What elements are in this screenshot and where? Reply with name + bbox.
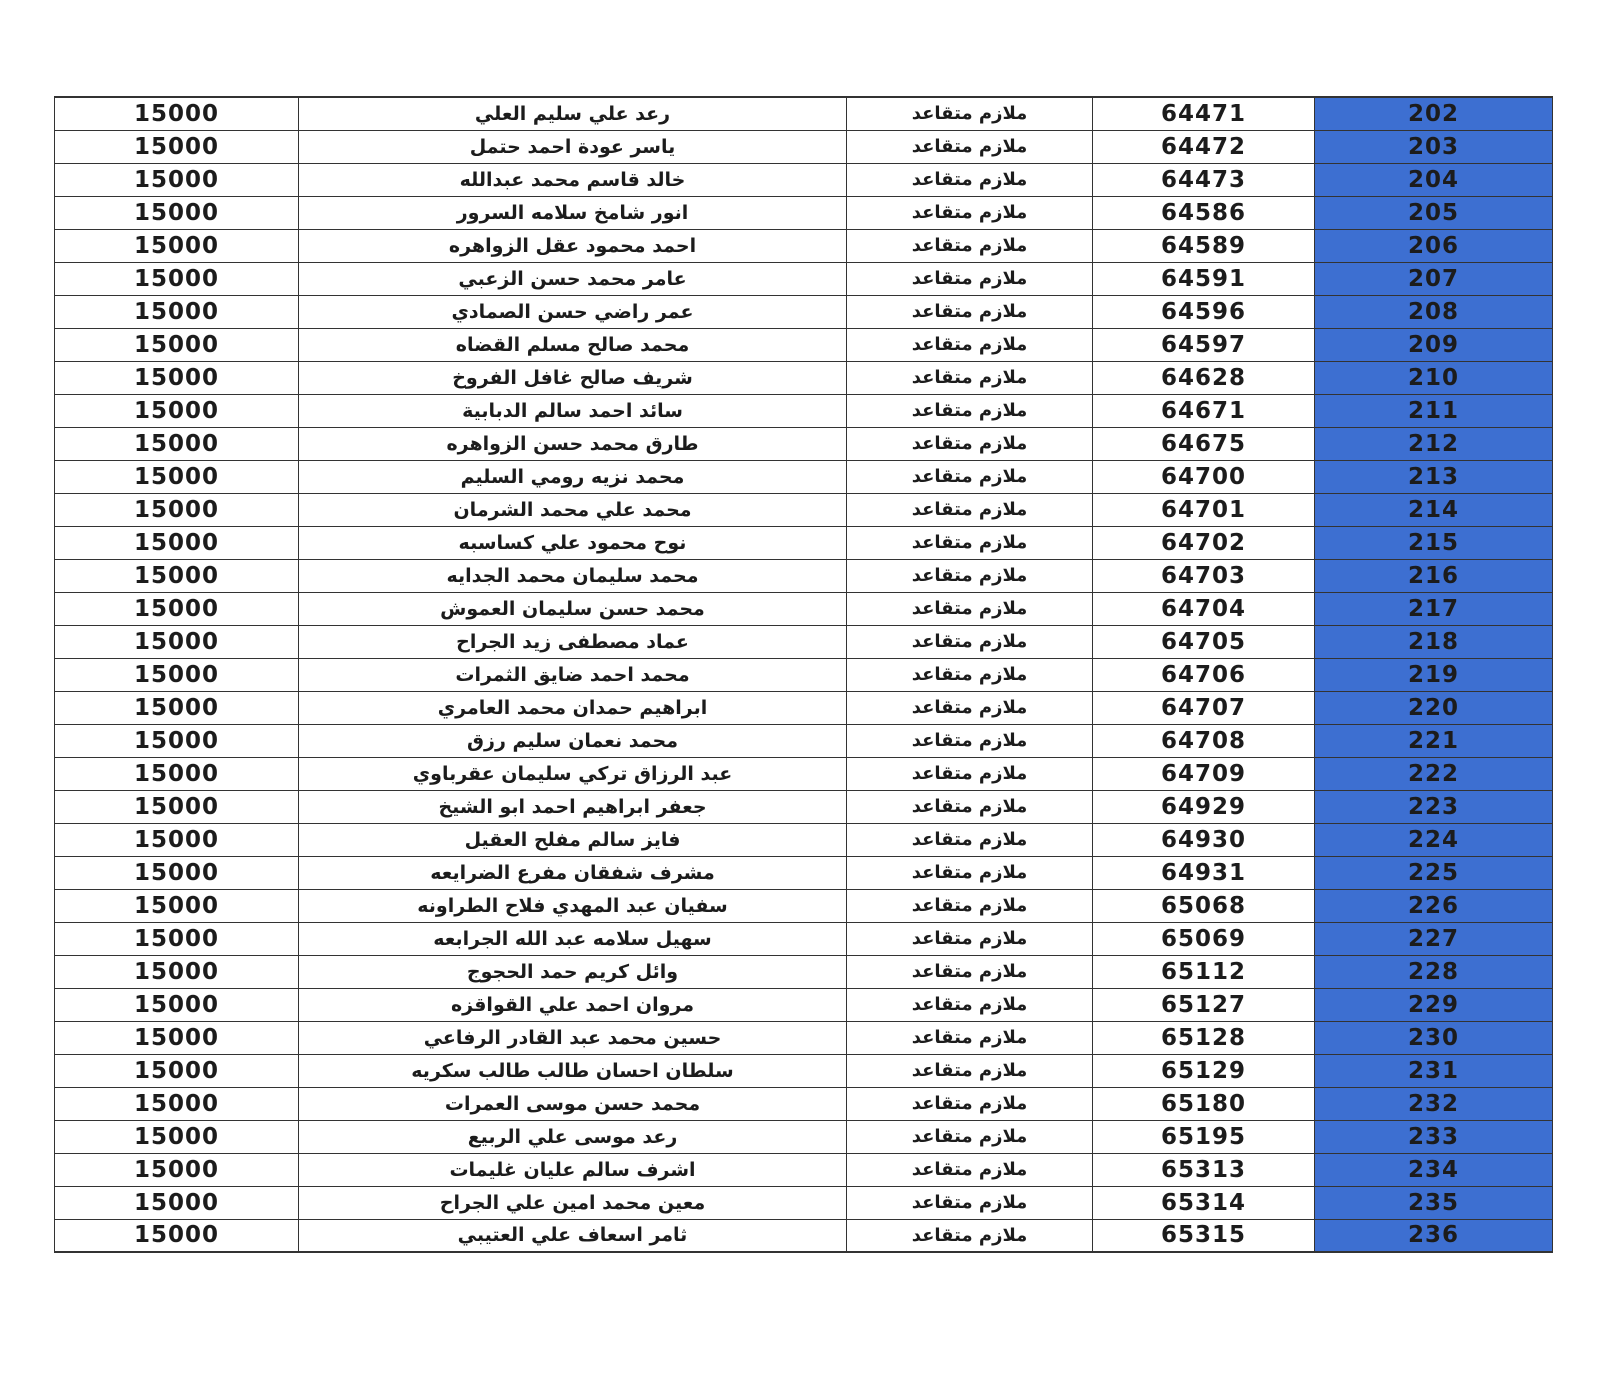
- sequence-number-cell: 219: [1315, 658, 1553, 691]
- military-number-cell: 64931: [1093, 856, 1315, 889]
- amount-cell: 15000: [55, 1186, 299, 1219]
- table-row: [55, 130, 1553, 163]
- name-cell: ثامر اسعاف علي العتيبي: [299, 1219, 847, 1252]
- military-number-cell: 64671: [1093, 394, 1315, 427]
- sequence-number-cell: 230: [1315, 1021, 1553, 1054]
- table-row: [55, 559, 1553, 592]
- military-number-cell: 65195: [1093, 1120, 1315, 1153]
- military-number-cell: 64589: [1093, 229, 1315, 262]
- name-cell: طارق محمد حسن الزواهره: [299, 427, 847, 460]
- name-cell: احمد محمود عقل الزواهره: [299, 229, 847, 262]
- sequence-number-cell: 221: [1315, 724, 1553, 757]
- rank-cell: ملازم متقاعد: [847, 691, 1093, 724]
- amount-cell: 15000: [55, 460, 299, 493]
- name-cell: مشرف شفقان مفرع الضرايعه: [299, 856, 847, 889]
- table-row: [55, 295, 1553, 328]
- table-row: [55, 988, 1553, 1021]
- amount-cell: 15000: [55, 856, 299, 889]
- sequence-number-cell: 208: [1315, 295, 1553, 328]
- name-cell: شريف صالح غافل الفروخ: [299, 361, 847, 394]
- table-body: [55, 97, 1553, 1252]
- name-cell: عمر راضي حسن الصمادي: [299, 295, 847, 328]
- sequence-number-cell: 206: [1315, 229, 1553, 262]
- military-number-cell: 64708: [1093, 724, 1315, 757]
- amount-cell: 15000: [55, 988, 299, 1021]
- amount-cell: 15000: [55, 196, 299, 229]
- military-number-cell: 64591: [1093, 262, 1315, 295]
- military-number-cell: 64706: [1093, 658, 1315, 691]
- rank-cell: ملازم متقاعد: [847, 757, 1093, 790]
- rank-cell: ملازم متقاعد: [847, 1087, 1093, 1120]
- military-number-cell: 65129: [1093, 1054, 1315, 1087]
- table-row: [55, 196, 1553, 229]
- rank-cell: ملازم متقاعد: [847, 658, 1093, 691]
- sequence-number-cell: 220: [1315, 691, 1553, 724]
- military-number-cell: 65313: [1093, 1153, 1315, 1186]
- sequence-number-cell: 231: [1315, 1054, 1553, 1087]
- rank-cell: ملازم متقاعد: [847, 97, 1093, 130]
- table-row: [55, 823, 1553, 856]
- sequence-number-cell: 205: [1315, 196, 1553, 229]
- table-row: [55, 262, 1553, 295]
- table-row: [55, 757, 1553, 790]
- rank-cell: ملازم متقاعد: [847, 922, 1093, 955]
- table-row: [55, 691, 1553, 724]
- rank-cell: ملازم متقاعد: [847, 592, 1093, 625]
- table-row: [55, 163, 1553, 196]
- amount-cell: 15000: [55, 229, 299, 262]
- table-row: [55, 658, 1553, 691]
- amount-cell: 15000: [55, 295, 299, 328]
- rank-cell: ملازم متقاعد: [847, 625, 1093, 658]
- sequence-number-cell: 207: [1315, 262, 1553, 295]
- amount-cell: 15000: [55, 1087, 299, 1120]
- amount-cell: 15000: [55, 559, 299, 592]
- name-cell: معين محمد امين علي الجراح: [299, 1186, 847, 1219]
- military-number-cell: 64472: [1093, 130, 1315, 163]
- rank-cell: ملازم متقاعد: [847, 394, 1093, 427]
- military-number-cell: 64704: [1093, 592, 1315, 625]
- table-row: [55, 328, 1553, 361]
- sequence-number-cell: 235: [1315, 1186, 1553, 1219]
- military-number-cell: 64709: [1093, 757, 1315, 790]
- table-row: [55, 493, 1553, 526]
- name-cell: رعد موسى علي الربيع: [299, 1120, 847, 1153]
- name-cell: وائل كريم حمد الحجوج: [299, 955, 847, 988]
- amount-cell: 15000: [55, 658, 299, 691]
- sequence-number-cell: 204: [1315, 163, 1553, 196]
- amount-cell: 15000: [55, 922, 299, 955]
- rank-cell: ملازم متقاعد: [847, 1054, 1093, 1087]
- table-row: [55, 361, 1553, 394]
- sequence-number-cell: 225: [1315, 856, 1553, 889]
- rank-cell: ملازم متقاعد: [847, 328, 1093, 361]
- table-row: [55, 394, 1553, 427]
- military-number-cell: 64597: [1093, 328, 1315, 361]
- table-row: [55, 856, 1553, 889]
- sequence-number-cell: 211: [1315, 394, 1553, 427]
- name-cell: رعد علي سليم العلي: [299, 97, 847, 130]
- amount-cell: 15000: [55, 97, 299, 130]
- amount-cell: 15000: [55, 262, 299, 295]
- military-number-cell: 65127: [1093, 988, 1315, 1021]
- name-cell: محمد حسن موسى العمرات: [299, 1087, 847, 1120]
- name-cell: فايز سالم مفلح العقيل: [299, 823, 847, 856]
- amount-cell: 15000: [55, 889, 299, 922]
- document-sheet: [54, 96, 1552, 1253]
- amount-cell: 15000: [55, 130, 299, 163]
- table-row: [55, 592, 1553, 625]
- amount-cell: 15000: [55, 724, 299, 757]
- table-row: [55, 724, 1553, 757]
- sequence-number-cell: 213: [1315, 460, 1553, 493]
- military-number-cell: 64596: [1093, 295, 1315, 328]
- sequence-number-cell: 216: [1315, 559, 1553, 592]
- military-number-cell: 65069: [1093, 922, 1315, 955]
- rank-cell: ملازم متقاعد: [847, 262, 1093, 295]
- name-cell: اشرف سالم عليان غليمات: [299, 1153, 847, 1186]
- military-number-cell: 65315: [1093, 1219, 1315, 1252]
- rank-cell: ملازم متقاعد: [847, 1186, 1093, 1219]
- sequence-number-cell: 212: [1315, 427, 1553, 460]
- amount-cell: 15000: [55, 1120, 299, 1153]
- military-number-cell: 64705: [1093, 625, 1315, 658]
- name-cell: عامر محمد حسن الزعبي: [299, 262, 847, 295]
- military-number-cell: 64702: [1093, 526, 1315, 559]
- table-row: [55, 427, 1553, 460]
- table-row: [55, 625, 1553, 658]
- rank-cell: ملازم متقاعد: [847, 856, 1093, 889]
- name-cell: محمد علي محمد الشرمان: [299, 493, 847, 526]
- amount-cell: 15000: [55, 427, 299, 460]
- amount-cell: 15000: [55, 1219, 299, 1252]
- table-row: [55, 790, 1553, 823]
- sequence-number-cell: 214: [1315, 493, 1553, 526]
- name-cell: عبد الرزاق تركي سليمان عقرباوي: [299, 757, 847, 790]
- military-number-cell: 64929: [1093, 790, 1315, 823]
- sequence-number-cell: 223: [1315, 790, 1553, 823]
- sequence-number-cell: 224: [1315, 823, 1553, 856]
- amount-cell: 15000: [55, 328, 299, 361]
- military-number-cell: 64700: [1093, 460, 1315, 493]
- rank-cell: ملازم متقاعد: [847, 361, 1093, 394]
- name-cell: ياسر عودة احمد حتمل: [299, 130, 847, 163]
- name-cell: سفيان عبد المهدي فلاح الطراونه: [299, 889, 847, 922]
- table-row: [55, 526, 1553, 559]
- name-cell: محمد صالح مسلم القضاه: [299, 328, 847, 361]
- sequence-number-cell: 222: [1315, 757, 1553, 790]
- table-row: [55, 889, 1553, 922]
- rank-cell: ملازم متقاعد: [847, 526, 1093, 559]
- military-number-cell: 64703: [1093, 559, 1315, 592]
- amount-cell: 15000: [55, 1021, 299, 1054]
- name-cell: حسين محمد عبد القادر الرفاعي: [299, 1021, 847, 1054]
- rank-cell: ملازم متقاعد: [847, 955, 1093, 988]
- name-cell: عماد مصطفى زيد الجراح: [299, 625, 847, 658]
- retirees-table: [54, 96, 1553, 1253]
- name-cell: جعفر ابراهيم احمد ابو الشيخ: [299, 790, 847, 823]
- sequence-number-cell: 228: [1315, 955, 1553, 988]
- sequence-number-cell: 232: [1315, 1087, 1553, 1120]
- rank-cell: ملازم متقاعد: [847, 823, 1093, 856]
- table-row: [55, 1153, 1553, 1186]
- rank-cell: ملازم متقاعد: [847, 427, 1093, 460]
- sequence-number-cell: 227: [1315, 922, 1553, 955]
- name-cell: محمد نعمان سليم رزق: [299, 724, 847, 757]
- table-row: [55, 460, 1553, 493]
- military-number-cell: 64675: [1093, 427, 1315, 460]
- military-number-cell: 64701: [1093, 493, 1315, 526]
- sequence-number-cell: 215: [1315, 526, 1553, 559]
- rank-cell: ملازم متقاعد: [847, 460, 1093, 493]
- rank-cell: ملازم متقاعد: [847, 790, 1093, 823]
- rank-cell: ملازم متقاعد: [847, 229, 1093, 262]
- amount-cell: 15000: [55, 493, 299, 526]
- rank-cell: ملازم متقاعد: [847, 493, 1093, 526]
- military-number-cell: 64930: [1093, 823, 1315, 856]
- amount-cell: 15000: [55, 163, 299, 196]
- rank-cell: ملازم متقاعد: [847, 889, 1093, 922]
- amount-cell: 15000: [55, 361, 299, 394]
- amount-cell: 15000: [55, 592, 299, 625]
- name-cell: مروان احمد علي القواقزه: [299, 988, 847, 1021]
- sequence-number-cell: 226: [1315, 889, 1553, 922]
- rank-cell: ملازم متقاعد: [847, 1219, 1093, 1252]
- rank-cell: ملازم متقاعد: [847, 163, 1093, 196]
- table-row: [55, 1120, 1553, 1153]
- table-row: [55, 97, 1553, 130]
- sequence-number-cell: 236: [1315, 1219, 1553, 1252]
- rank-cell: ملازم متقاعد: [847, 988, 1093, 1021]
- table-row: [55, 1054, 1553, 1087]
- name-cell: محمد احمد ضايق الثمرات: [299, 658, 847, 691]
- amount-cell: 15000: [55, 823, 299, 856]
- sequence-number-cell: 209: [1315, 328, 1553, 361]
- name-cell: محمد سليمان محمد الجدايه: [299, 559, 847, 592]
- name-cell: ابراهيم حمدان محمد العامري: [299, 691, 847, 724]
- amount-cell: 15000: [55, 1054, 299, 1087]
- military-number-cell: 65128: [1093, 1021, 1315, 1054]
- name-cell: محمد حسن سليمان العموش: [299, 592, 847, 625]
- name-cell: سهيل سلامه عبد الله الجرابعه: [299, 922, 847, 955]
- name-cell: سائد احمد سالم الدبابية: [299, 394, 847, 427]
- military-number-cell: 64628: [1093, 361, 1315, 394]
- sequence-number-cell: 234: [1315, 1153, 1553, 1186]
- table-row: [55, 1021, 1553, 1054]
- table-row: [55, 1186, 1553, 1219]
- amount-cell: 15000: [55, 691, 299, 724]
- table-row: [55, 955, 1553, 988]
- sequence-number-cell: 202: [1315, 97, 1553, 130]
- amount-cell: 15000: [55, 394, 299, 427]
- military-number-cell: 65068: [1093, 889, 1315, 922]
- military-number-cell: 64707: [1093, 691, 1315, 724]
- rank-cell: ملازم متقاعد: [847, 196, 1093, 229]
- name-cell: خالد قاسم محمد عبدالله: [299, 163, 847, 196]
- sequence-number-cell: 203: [1315, 130, 1553, 163]
- sequence-number-cell: 229: [1315, 988, 1553, 1021]
- rank-cell: ملازم متقاعد: [847, 1021, 1093, 1054]
- rank-cell: ملازم متقاعد: [847, 1153, 1093, 1186]
- table-row: [55, 1087, 1553, 1120]
- amount-cell: 15000: [55, 757, 299, 790]
- rank-cell: ملازم متقاعد: [847, 130, 1093, 163]
- amount-cell: 15000: [55, 1153, 299, 1186]
- name-cell: سلطان احسان طالب طالب سكريه: [299, 1054, 847, 1087]
- military-number-cell: 64473: [1093, 163, 1315, 196]
- table-row: [55, 1219, 1553, 1252]
- military-number-cell: 65180: [1093, 1087, 1315, 1120]
- military-number-cell: 65314: [1093, 1186, 1315, 1219]
- rank-cell: ملازم متقاعد: [847, 559, 1093, 592]
- name-cell: انور شامخ سلامه السرور: [299, 196, 847, 229]
- amount-cell: 15000: [55, 526, 299, 559]
- sequence-number-cell: 210: [1315, 361, 1553, 394]
- name-cell: محمد نزيه رومي السليم: [299, 460, 847, 493]
- military-number-cell: 64471: [1093, 97, 1315, 130]
- sequence-number-cell: 233: [1315, 1120, 1553, 1153]
- amount-cell: 15000: [55, 625, 299, 658]
- sequence-number-cell: 218: [1315, 625, 1553, 658]
- military-number-cell: 65112: [1093, 955, 1315, 988]
- table-row: [55, 229, 1553, 262]
- amount-cell: 15000: [55, 790, 299, 823]
- amount-cell: 15000: [55, 955, 299, 988]
- sequence-number-cell: 217: [1315, 592, 1553, 625]
- military-number-cell: 64586: [1093, 196, 1315, 229]
- rank-cell: ملازم متقاعد: [847, 295, 1093, 328]
- rank-cell: ملازم متقاعد: [847, 724, 1093, 757]
- name-cell: نوح محمود علي كساسبه: [299, 526, 847, 559]
- table-row: [55, 922, 1553, 955]
- rank-cell: ملازم متقاعد: [847, 1120, 1093, 1153]
